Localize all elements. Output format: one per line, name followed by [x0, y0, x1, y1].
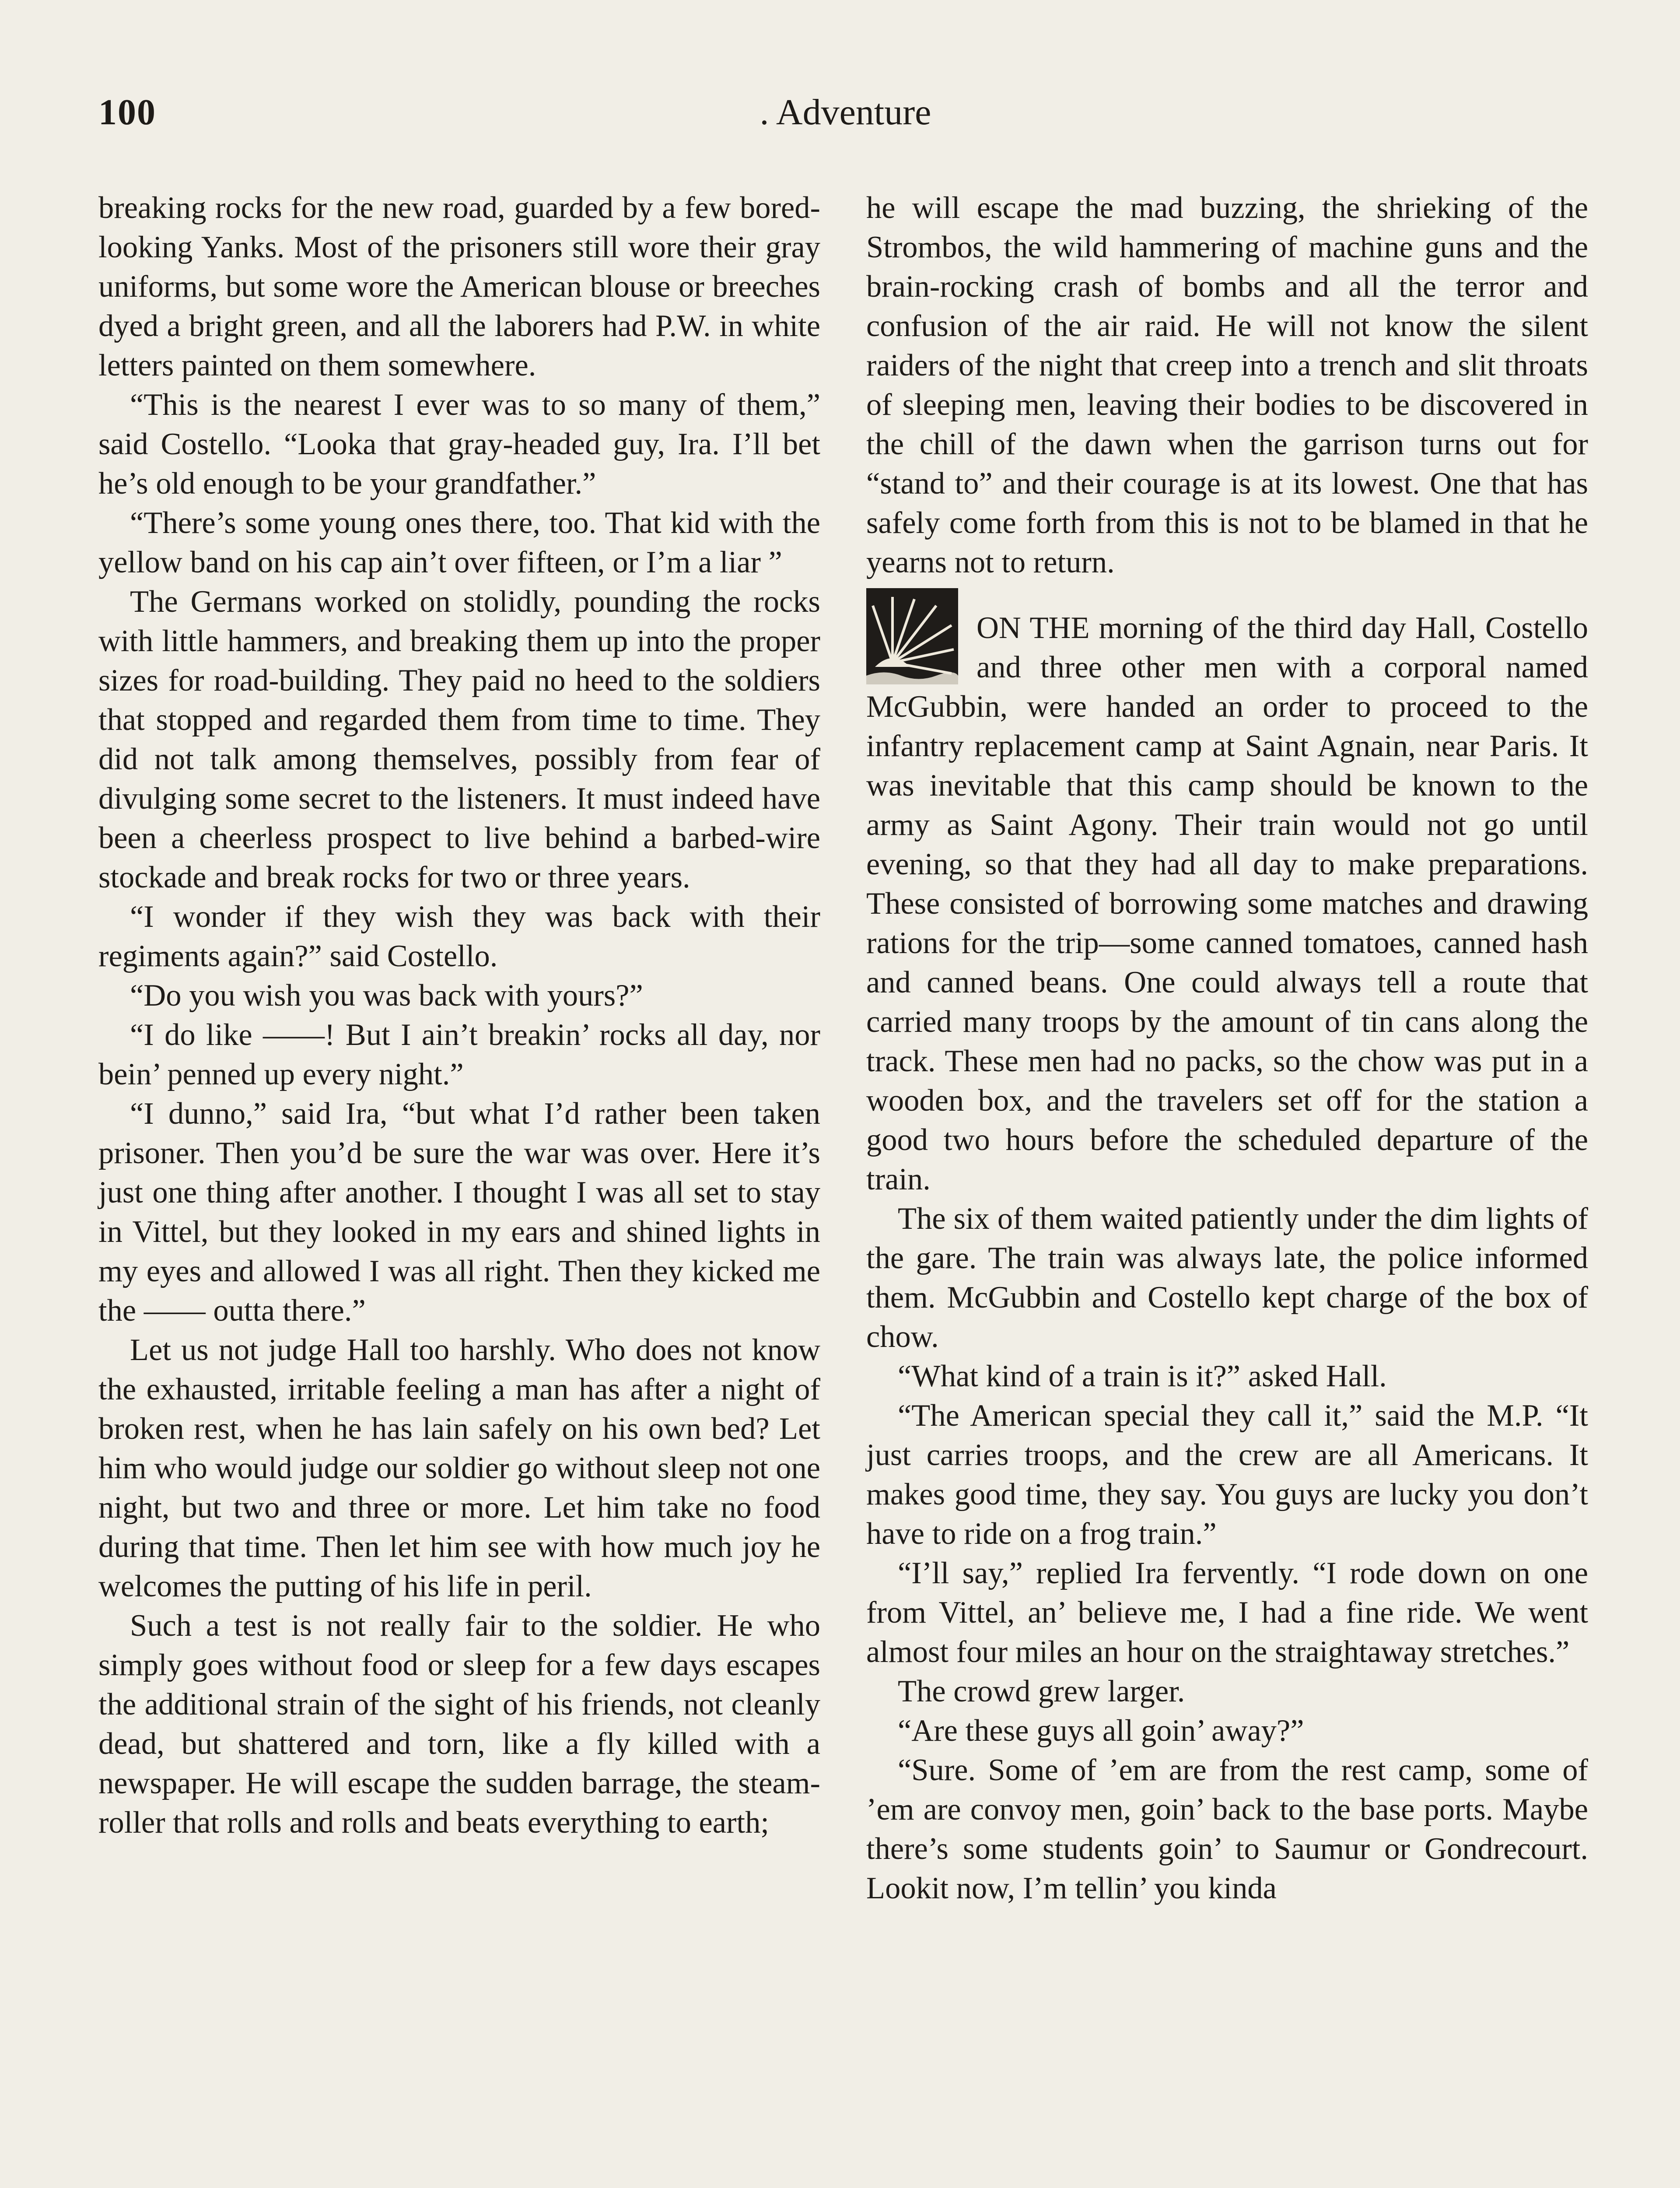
paragraph: “The American special they call it,” said the M.P. “It just carries troops, and the crew are all Americans. It makes good time, they say. You guys are lucky you don’t have to ride on a frog train.” — [866, 1399, 1588, 1551]
paragraph: “I wonder if they wish they was back with their regiments again?” said Costello. — [98, 900, 820, 973]
paragraph: Let us not judge Hall too harshly. Who does not know the exhausted, irritable feeling a man has after a night of broken rest, when he has lain safely on his own bed? Let him who would judge our soldier go without sleep not one night, but two and three or more. Let him take no food during that time. Then let him see with how much joy he welcomes the putting of his life in peril. — [98, 1333, 820, 1603]
paragraph: The six of them waited patiently under the dim lights of the gare. The train was always late, the police informed them. McGubbin and Costello kept charge of the box of chow. — [866, 1202, 1588, 1354]
paragraph: “Do you wish you was back with yours?” — [130, 978, 643, 1013]
paragraph: “I’ll say,” replied Ira fervently. “I rode down on one from Vittel, an’ believe me, I had a fine ride. We went almost four miles an hour on the straightaway stretches.” — [866, 1556, 1588, 1669]
paragraph: ON THE morning of the third day Hall, Costello and three other men with a corporal named McGubbin, were handed an order to proceed to the infantry replacement camp at Saint Agnain, near Paris. It was inevitable that this camp should be known to the army as Saint Agony. Their train would not go until evening, so that they had all day to make preparations. These consisted of borrowing some matches and drawing rations for the trip—some canned tomatoes, canned hash and canned beans. One could always tell a route that carried many troops by the amount of tin cans along the track. These men had no packs, so the chow was put in a wooden box, and the travelers set off for the station a good two hours before the scheduled departure of the train. — [866, 611, 1588, 1196]
right-column — [866, 188, 1588, 2188]
paragraph: The crowd grew larger. — [898, 1674, 1185, 1708]
paragraph: “I do like ——! But I ain’t breakin’ rocks all day, nor bein’ penned up every night.” — [98, 1018, 820, 1091]
paragraph: he will escape the mad buzzing, the shrieking of the Strombos, the wild hammering of machine guns and the brain-rocking crash of bombs and all the terror and confusion of the air raid. He will not know the silent raiders of the night that creep into a trench and slit throats of sleeping men, leaving their bodies to be discovered in the chill of the dawn when the garrison turns out for “stand to” and their courage is at its lowest. One that has safely come forth from this is not to be blamed in that he yearns not to return. — [866, 191, 1588, 579]
paragraph: “What kind of a train is it?” asked Hall. — [898, 1359, 1387, 1393]
paragraph: Such a test is not really fair to the soldier. He who simply goes without food or sleep for a few days escapes the additional strain of the sight of his friends, not cleanly dead, but shattered and torn, like a fly killed with a newspaper. He will escape the sudden barrage, the steam-roller that rolls and rolls and beats everything to earth; — [98, 1609, 820, 1840]
paragraph: “Sure. Some of ’em are from the rest camp, some of ’em are convoy men, goin’ back to the base ports. Maybe there’s some students goin’ to Saumur or Gondrecourt. Lookit now, I’m tellin’ you kinda — [866, 1753, 1588, 1905]
paragraph: “This is the nearest I ever was to so many of them,” said Costello. “Looka that gray-headed guy, Ira. I’ll bet he’s old enough to be your grandfather.” — [98, 388, 820, 501]
sunburst-ornament-icon — [866, 588, 958, 684]
page-number: 100 — [98, 92, 156, 133]
paragraph: The Germans worked on stolidly, pounding the rocks with little hammers, and breaking them up into the proper sizes for road-building. They paid no heed to the soldiers that stopped and regarded them from time to time. They did not talk among themselves, possibly from fear of divulging some secret to the listeners. It must indeed have been a cheerless prospect to live behind a barbed-wire stockade and break rocks for two or three years. — [98, 585, 820, 894]
paragraph: “Are these guys all goin’ away?” — [898, 1714, 1304, 1748]
paragraph: “There’s some young ones there, too. That kid with the yellow band on his cap ain’t over fifteen, or I’m a liar ” — [98, 506, 820, 579]
left-column — [98, 188, 820, 2188]
paragraph: breaking rocks for the new road, guarded by a few bored-looking Yanks. Most of the prisoners still wore their gray uniforms, but some wore the American blouse or breeches dyed a bright green, and all the laborers had P.W. in white letters painted on them somewhere. — [98, 191, 820, 382]
page-header — [98, 91, 1592, 144]
running-title: . Adventure — [760, 92, 931, 133]
paragraph: “I dunno,” said Ira, “but what I’d rather been taken prisoner. Then you’d be sure the war was over. Here it’s just one thing after another. I thought I was all set to stay in Vittel, but they looked in my ears and shined lights in my eyes and allowed I was all right. Then they kicked me the —— outta there.” — [98, 1097, 820, 1328]
